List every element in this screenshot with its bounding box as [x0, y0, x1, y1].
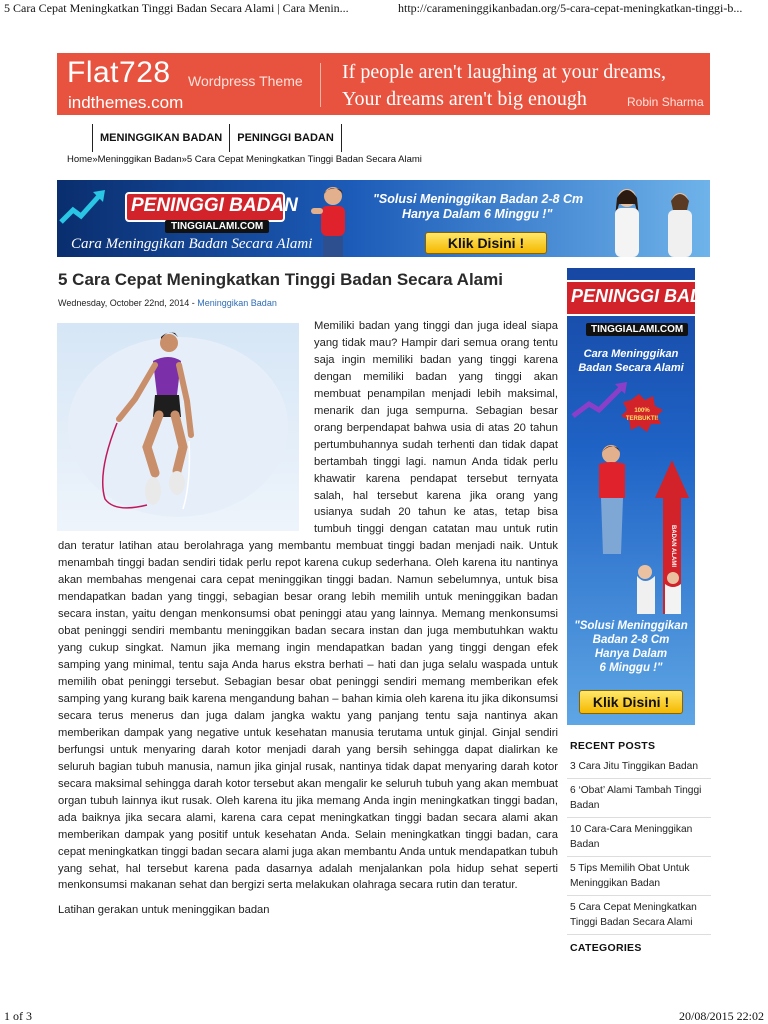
banner-divider [320, 63, 321, 107]
ad-tagline: Cara Meninggikan Badan Secara Alami [71, 236, 313, 252]
print-header [0, 0, 768, 18]
sidebar-ad-cta-button[interactable]: Klik Disini ! [579, 690, 683, 714]
ad-model-image [597, 184, 657, 257]
top-ad-banner[interactable] [57, 180, 710, 257]
ad-logo: PENINGGI BADAN [131, 195, 298, 216]
ad-slogan-line-1: "Solusi Meninggikan Badan 2-8 Cm [373, 192, 584, 206]
post-title[interactable]: 5 Cara Cepat Meningkatkan Tinggi Badan Secara Alami [58, 270, 503, 289]
print-page-title: 5 Cara Cepat Meningkatkan Tinggi Badan Secara Alami | Cara Menin... [4, 1, 349, 15]
post-paragraph: Latihan gerakan untuk meninggikan badan [58, 904, 270, 917]
post-date: Wednesday, October 22nd, 2014 [58, 298, 190, 308]
print-page-number: 1 of 3 [4, 1009, 32, 1023]
measure-label: BADAN ALAMI [670, 524, 676, 568]
sidebar-ad-tagline: Badan Secara Alami [578, 362, 684, 374]
badge-percent: 100% [634, 408, 650, 414]
recent-post-link[interactable]: 5 Cara Cepat Meningkatkan Tinggi Badan Secara Alami [567, 896, 711, 935]
ad-model-image [653, 188, 707, 257]
recent-post-link[interactable]: 3 Cara Jitu Tinggikan Badan [567, 759, 711, 779]
site-logo-subtitle: Wordpress Theme [188, 73, 303, 89]
post-meta-separator: - [189, 298, 198, 308]
nav-item-peninggi-badan[interactable]: PENINGGI BADAN [229, 124, 342, 152]
sidebar-ad-slogan: 6 Minggu !" [599, 662, 663, 674]
breadcrumb[interactable]: Home»Meninggikan Badan»5 Cara Cepat Meningkatkan Tinggi Badan Secara Alami [67, 154, 422, 165]
site-logo[interactable]: Flat728 [67, 56, 171, 89]
sidebar-ad-tagline: Cara Meninggikan [583, 348, 679, 360]
growth-arrow-icon [59, 186, 109, 226]
site-domain: indthemes.com [68, 93, 184, 112]
sidebar-ad[interactable] [567, 268, 730, 725]
site-header-banner[interactable] [57, 53, 710, 115]
recent-posts-widget [567, 740, 711, 935]
print-page-url: http://carameninggikanbadan.org/5-cara-cepat-meningkatkan-tinggi-b... [398, 1, 743, 15]
ad-cta-button[interactable]: Klik Disini ! [425, 232, 547, 254]
post-meta [58, 298, 277, 308]
banner-quote-author: Robin Sharma [627, 95, 704, 109]
post-category-link[interactable]: Meninggikan Badan [197, 298, 277, 308]
sidebar-ad-slogan: Hanya Dalam [594, 648, 668, 660]
sidebar-ad-domain: TINGGIALAMI.COM [586, 323, 688, 336]
recent-post-link[interactable]: 6 ‘Obat’ Alami Tambah Tinggi Badan [567, 779, 711, 818]
post-content [58, 318, 558, 919]
print-footer [0, 1008, 768, 1024]
categories-title: CATEGORIES [570, 942, 642, 954]
ad-domain: TINGGIALAMI.COM [165, 220, 269, 233]
recent-post-link[interactable]: 5 Tips Memilih Obat Untuk Meninggikan Badan [567, 857, 711, 896]
badge-proven: TERBUKTI! [625, 416, 659, 422]
ad-model-image [303, 182, 361, 257]
post-paragraph: Memiliki badan yang tinggi dan juga ideal siapa yang tidak mau? Hampir dari semua orang tentu saja ingin memiliki badan yang tinggi karena dengan memiliki badan yang tinggi akan membuat penampilan menjadi lebih maksimal, menarik dan juga sempurna. Sebagian besar orang berpendapat bahwa usia di atas 20 tahun pertumbuhannya sudah terhenti dan tidak dapat bertambah tinggi lagi. namun Anda tidak perlu khawatir karena pendapat tersebut ternyata salah, hal tersebut karena jika orang yang usianya sudah 20 tahun ke atas, tetap bisa tumbuh tinggi dengan catatan mau untuk rutin dan teratur latihan atau berolahraga yang membantu membuat tinggi badan menjadi naik. Untuk menambah tinggi badan sendiri tidak perlu repot karena cukup sederhana. Oleh karena itu nantinya akan membahas mengenai cara cepat meninggikan tinggi badan. Namun sebelumnya, untuk bisa mendapatkan badan yang tinggi, sebagian besar orang lebih memilih untuk meninggikan badan secara instan, yaitu dengan menkonsumsi obat peninggi atau yang lainnya. Memang menkonsumsi obat peninggi sendiri membantu meninggikan badan secara instan dan juga membutuhkan waktu yang cukup singkat. Namun jika memang ingin mendapatkan badan yang tinggi dengan efek samping yang minimal, tentu saja Anda harus ekstra berhati – hati dan juga selalu waspada untuk memilih obat peninggi tersebut. Sebagian besar obat peninggi sendiri memang memberikan efek samping yang kurang baik karena mengandung bahan – bahan kimia oleh karena itu jika dikonsumsi secara terus menerus dan juga dalam jangka waktu yang panjang tentu saja nantinya akan memberikan dampak yang negative untuk kesehatan manusia terutama untuk ginjal. Ginjal sendiri berfungsi untuk menyaring darah kotor menjadi darah yang bersih sehingga dapat dialirkan ke seluruh bagian tubuh manusia, namun jika ginjal rusak, nantinya tidak dapat menyaring darah kotor secara maksimal sehingga darah kotor tersebut akan mengalir ke seluruh tubuh yang akan membuat organ tubuh lainnya ikut rusak. Oleh karena itu jika memang Anda ingin meningkatkan tinggi badan, ada baiknya jika secara alami, karena cara cepat meningkatkan tinggi badan secara alami akan memberikan dampak yang positif untuk kesehatan Anda. Selain meningkatkan tinggi badan, cara cepat meningkatkan tinggi badan secara alami juga akan membantu Anda untuk mendapatkan tubuh yang sehat, hal tersebut karena pada dasarnya adalah menjalankan pola hidup sehat seperti menkonsumsi makanan sehat dan bergizi serta melakukan olahraga secara rutin dan teratur. [58, 320, 558, 892]
ad-slogan-line-2: Hanya Dalam 6 Minggu !" [402, 207, 553, 221]
banner-quote-line-2: Your dreams aren't big enough [342, 88, 587, 110]
recent-post-link[interactable]: 10 Cara-Cara Meninggikan Badan [567, 818, 711, 857]
height-growth-illustration [567, 376, 695, 614]
main-navigation [92, 124, 342, 152]
print-datetime: 20/08/2015 22:02 [678, 1009, 764, 1023]
sidebar-ad-slogan: Badan 2-8 Cm [592, 634, 670, 646]
nav-item-meninggikan-badan[interactable]: MENINGGIKAN BADAN [92, 124, 229, 152]
image-wrap-spacer [58, 318, 314, 537]
banner-quote-line-1: If people aren't laughing at your dreams, [342, 61, 667, 83]
sidebar-ad-logo: PENINGGI BADAN [571, 286, 730, 306]
recent-posts-title: RECENT POSTS [570, 740, 656, 752]
sidebar-ad-slogan: "Solusi Meninggikan [574, 620, 688, 632]
